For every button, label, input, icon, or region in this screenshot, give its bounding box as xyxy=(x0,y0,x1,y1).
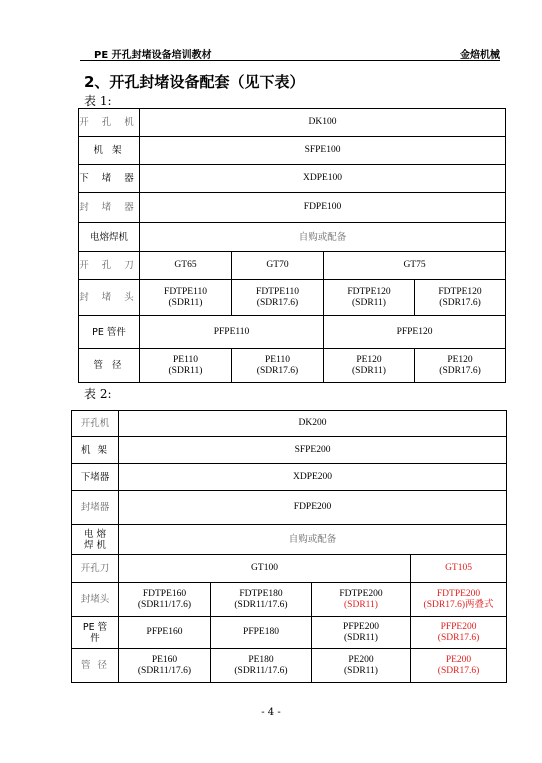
table-row xyxy=(79,252,506,280)
table-row xyxy=(79,109,506,137)
cell-value: GT100 xyxy=(119,555,411,583)
cell-value: PE120 (SDR17.6) xyxy=(415,349,506,383)
cell-value: PE110 (SDR17.6) xyxy=(232,349,324,383)
table1-caption: 表 1: xyxy=(84,94,112,108)
row-label: 机 架 xyxy=(72,437,119,464)
row-label: 开 孔 刀 xyxy=(79,252,140,280)
cell-value: XDPE200 xyxy=(119,464,507,491)
cell-value: FDTPE110 (SDR17.6) xyxy=(232,280,324,316)
cell-value: PE120 (SDR11) xyxy=(324,349,415,383)
table-row xyxy=(79,223,506,252)
table-row xyxy=(72,583,507,617)
table-row xyxy=(72,617,507,649)
cell-value: PFPE160 xyxy=(119,617,211,649)
cell-value: XDPE100 xyxy=(140,165,506,193)
table-row xyxy=(72,464,507,491)
row-label: 封堵头 xyxy=(72,583,119,617)
cell-value: GT105 xyxy=(411,555,507,583)
cell-value: FDPE200 xyxy=(119,491,507,525)
cell-value: GT70 xyxy=(232,252,324,280)
table2-caption: 表 2: xyxy=(84,387,112,401)
row-label: 封 堵 头 xyxy=(79,280,140,316)
cell-value: PE110 (SDR11) xyxy=(140,349,232,383)
row-label: 开孔机 xyxy=(72,411,119,437)
table-row xyxy=(72,437,507,464)
table-row xyxy=(72,525,507,555)
cell-value: FDTPE120 (SDR11) xyxy=(324,280,415,316)
cell-value: DK200 xyxy=(119,411,507,437)
row-label: 机 架 xyxy=(79,137,140,165)
cell-value: FDTPE180 (SDR11/17.6) xyxy=(211,583,312,617)
cell-value: PFPE120 xyxy=(324,316,506,349)
row-label: 开 孔 机 xyxy=(79,109,140,137)
row-label: 管 径 xyxy=(72,649,119,683)
table2 xyxy=(71,410,507,683)
row-label: 管 径 xyxy=(79,349,140,383)
page-header xyxy=(80,44,500,61)
table-row xyxy=(72,411,507,437)
row-label: 下 堵 器 xyxy=(79,165,140,193)
table-row xyxy=(79,349,506,383)
table-row xyxy=(72,649,507,683)
cell-value: FDTPE110 (SDR11) xyxy=(140,280,232,316)
cell-value: SFPE100 xyxy=(140,137,506,165)
cell-value: FDTPE120 (SDR17.6) xyxy=(415,280,506,316)
cell-value: FDPE100 xyxy=(140,193,506,223)
row-label: 开孔刀 xyxy=(72,555,119,583)
table-row xyxy=(79,316,506,349)
cell-value: 自购或配备 xyxy=(119,525,507,555)
row-label: 电 熔 焊 机 xyxy=(72,525,119,555)
header-right-text: 金焙机械 xyxy=(460,50,500,61)
row-label: 下堵器 xyxy=(72,464,119,491)
cell-value: GT75 xyxy=(324,252,506,280)
row-label: PE 管 件 xyxy=(72,617,119,649)
cell-value: PE200 (SDR17.6) xyxy=(411,649,507,683)
page-number: - 4 - xyxy=(261,707,281,718)
table-row xyxy=(79,280,506,316)
cell-value: SFPE200 xyxy=(119,437,507,464)
table-row xyxy=(79,193,506,223)
cell-value: PE180 (SDR11/17.6) xyxy=(211,649,312,683)
cell-value: PE200 (SDR11) xyxy=(312,649,411,683)
cell-value: PE160 (SDR11/17.6) xyxy=(119,649,211,683)
cell-value: FDTPE200 (SDR17.6)两叠式 xyxy=(411,583,507,617)
cell-value: FDTPE200 (SDR11) xyxy=(312,583,411,617)
table-row xyxy=(79,165,506,193)
table-row xyxy=(79,137,506,165)
cell-value: PFPE180 xyxy=(211,617,312,649)
section-title: 2、开孔封堵设备配套（见下表） xyxy=(84,73,305,91)
cell-value: DK100 xyxy=(140,109,506,137)
row-label: 封堵器 xyxy=(72,491,119,525)
cell-value: PFPE200 (SDR17.6) xyxy=(411,617,507,649)
table-row xyxy=(72,555,507,583)
cell-value: PFPE200 (SDR11) xyxy=(312,617,411,649)
header-left-text: PE 开孔封堵设备培训教材 xyxy=(94,50,212,61)
table-row xyxy=(72,491,507,525)
table1 xyxy=(78,108,506,383)
cell-value: FDTPE160 (SDR11/17.6) xyxy=(119,583,211,617)
row-label: 封 堵 器 xyxy=(79,193,140,223)
row-label: PE 管件 xyxy=(79,316,140,349)
row-label: 电熔焊机 xyxy=(79,223,140,252)
cell-value: GT65 xyxy=(140,252,232,280)
cell-value: 自购或配备 xyxy=(140,223,506,252)
cell-value: PFPE110 xyxy=(140,316,324,349)
